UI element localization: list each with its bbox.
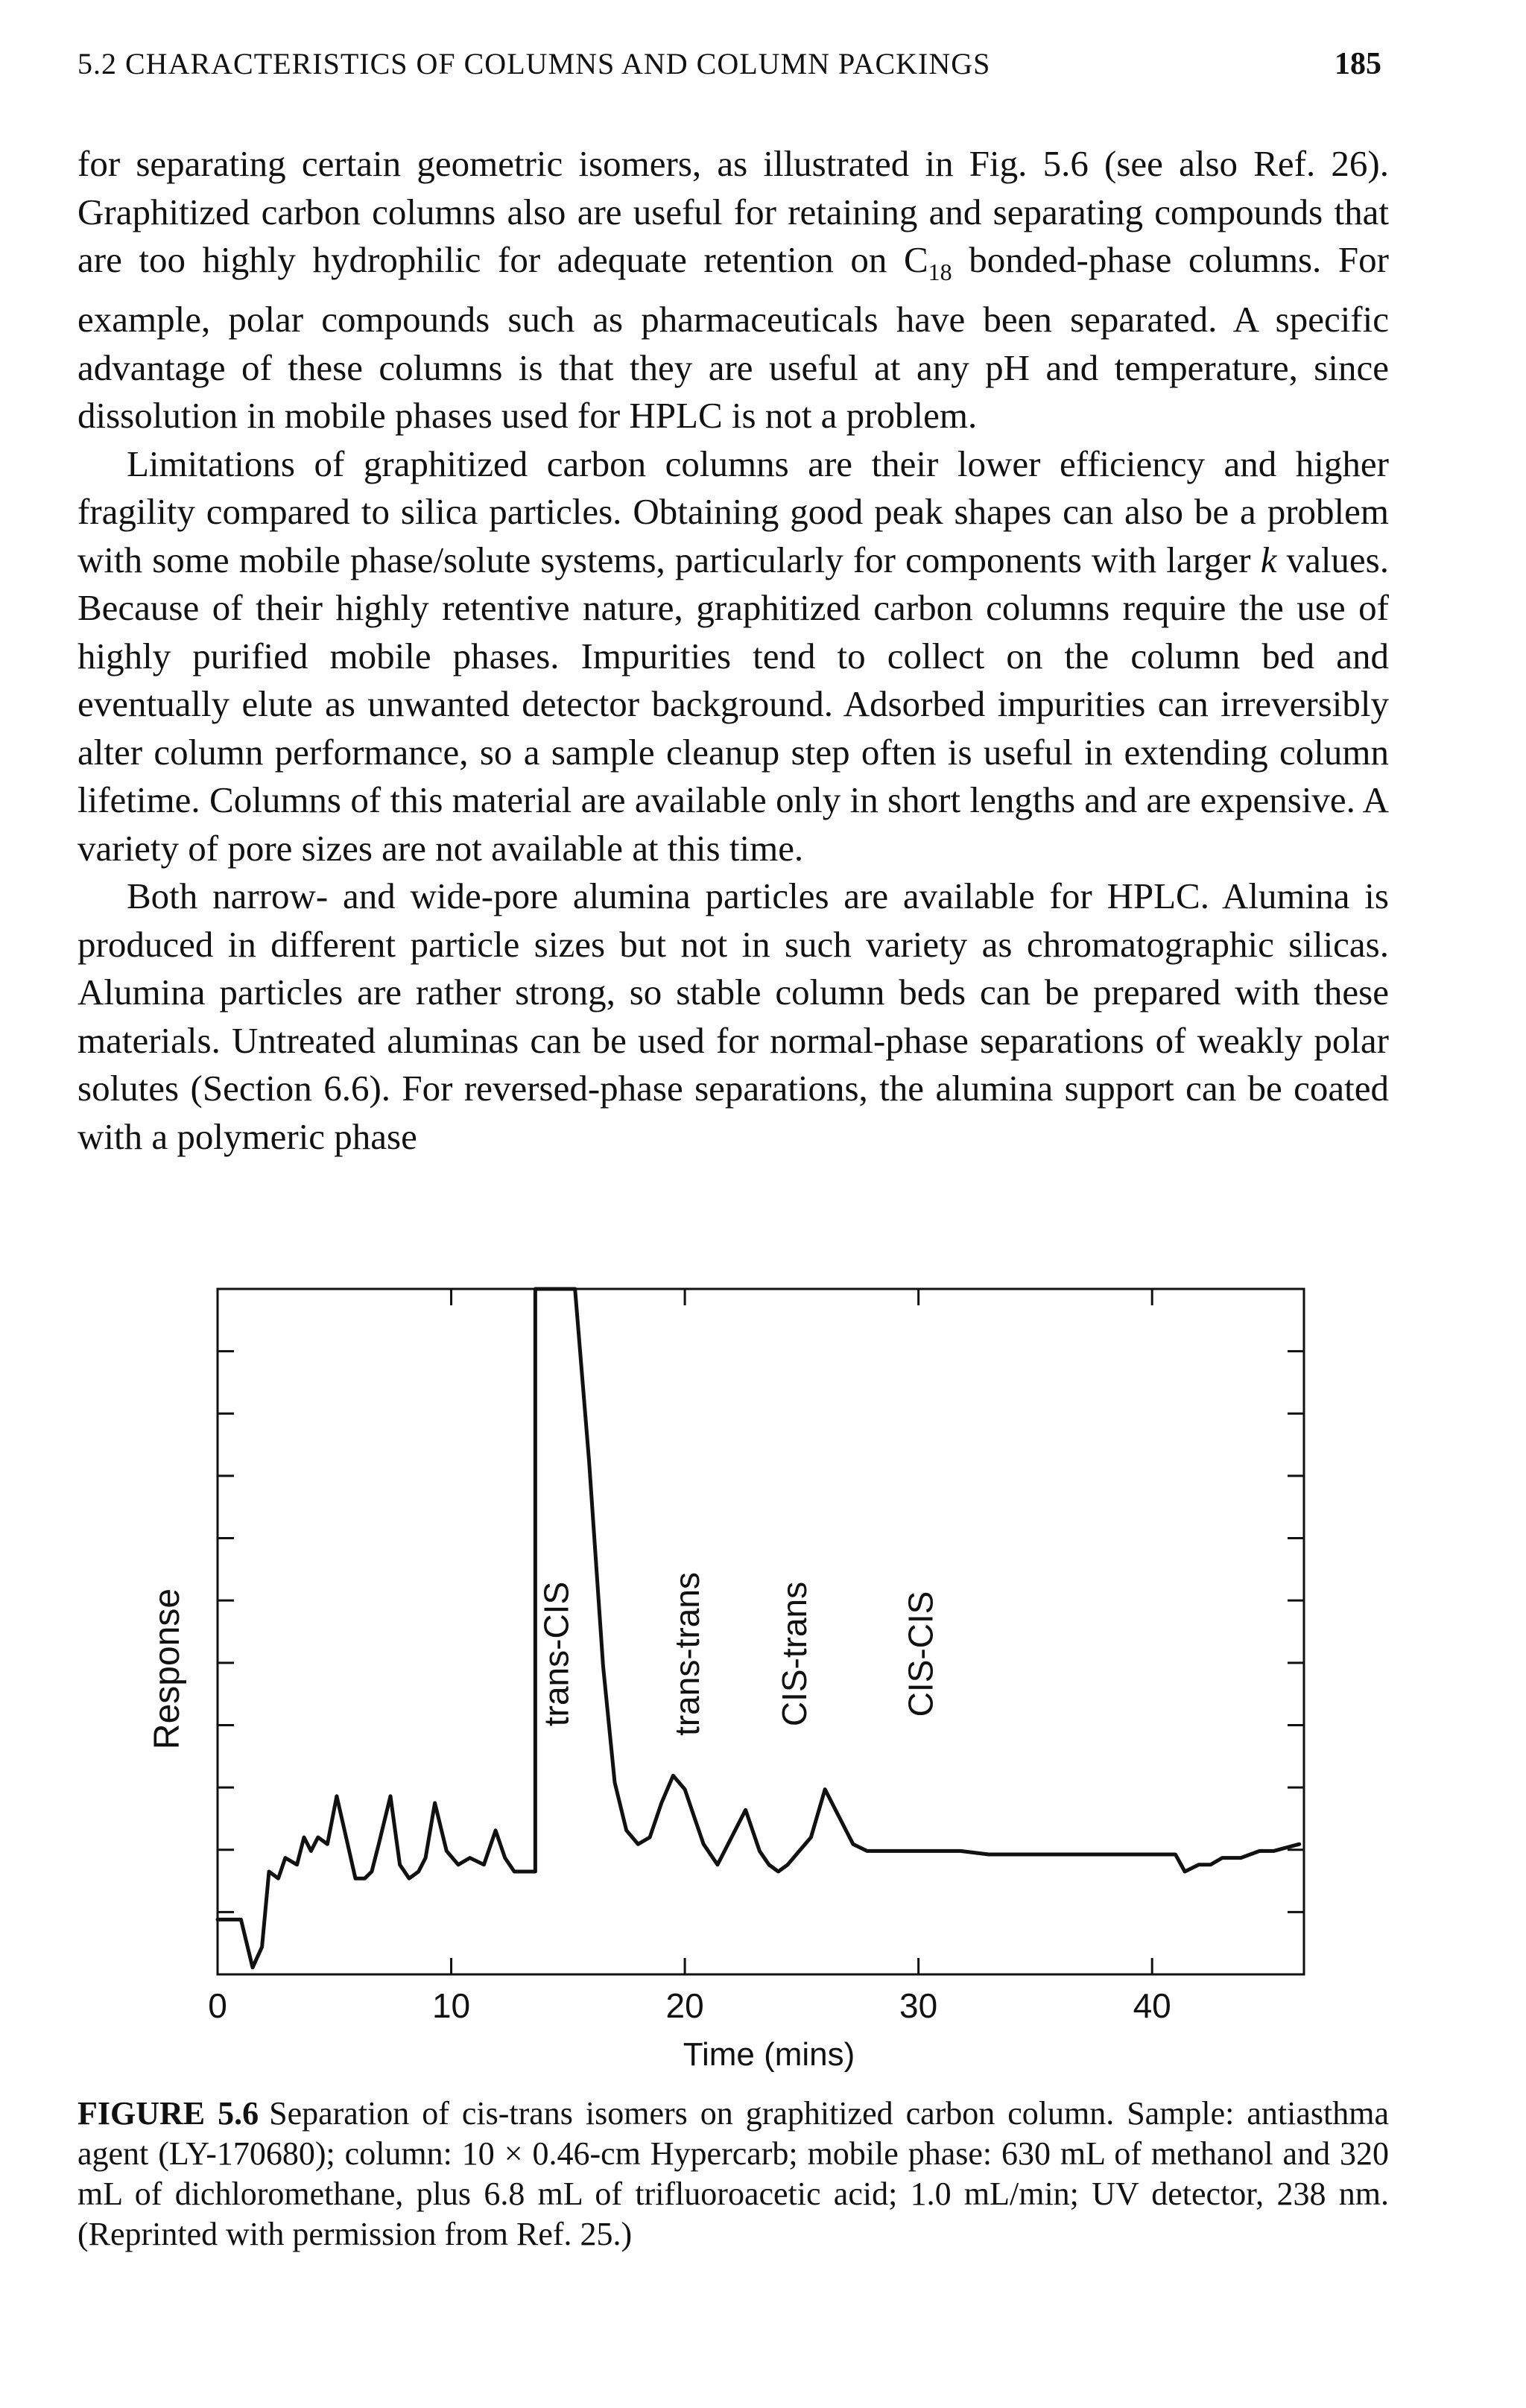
- peak-label: CIS-trans: [775, 1581, 814, 1727]
- plot-frame: [218, 1289, 1304, 1974]
- paragraph-3: Both narrow- and wide-pore alumina particles are available for HPLC. Alumina is produced in different particle sizes but not in such variety as chromatographic silicas. Alumina particles are rather strong, so stable column beds can be prepared with these materials. Untreated aluminas can be used for normal-phase separations of weakly polar solutes (Section 6.6). For reversed-phase separations, the alumina support can be coated with a polymeric phase: [77, 875, 1389, 1157]
- peak-label: CIS-CIS: [901, 1591, 940, 1717]
- paragraph-2-part-b: values. Because of their highly retentive nature, graphitized carbon columns require the use of highly purified mobile phases. Impurities tend to collect on the column bed and eventually elute as unwanted detector background. Adsorbed impurities can irreversibly alter column performance, so a sample cleanup step often is useful in extending column lifetime. Columns of this material are available only in short lengths and are expensive. A variety of pore sizes are not available at this time.: [77, 539, 1389, 869]
- chromatogram-trace: [218, 1289, 1299, 1968]
- y-axis-label: Response: [148, 1588, 187, 1750]
- caption-label: FIGURE 5.6: [77, 2095, 259, 2132]
- axis-ticks: [218, 1289, 1304, 1974]
- paragraph-1-part-a: for separating certain geometric isomers, as illustrated in Fig. 5.6 (see also Ref. 26). Graphitized carbon columns also are useful for retaining and separating compounds that are too highly hydrophilic for adequate retention on C: [77, 143, 1389, 280]
- peak-label: trans-CIS: [536, 1581, 576, 1727]
- paragraph-2-part-a: Limitations of graphitized carbon columns are their lower efficiency and higher fragility compared to silica particles. Obtaining good peak shapes can also be a problem with some mobile phase/solute systems, particularly for components with larger: [77, 443, 1389, 580]
- running-head-section: 5.2 CHARACTERISTICS OF COLUMNS AND COLUMN PACKINGS: [77, 47, 991, 80]
- x-tick-label: 40: [1133, 1986, 1171, 2025]
- paragraph-1-part-b: bonded-phase columns. For example, polar compounds such as pharmaceuticals have been separated. A specific advantage of these columns is that they are useful at any pH and temperature, since dissolution in mobile phases used for HPLC is not a problem.: [77, 239, 1389, 437]
- peak-label: trans-trans: [667, 1572, 706, 1736]
- subscript-18: 18: [928, 258, 952, 285]
- running-head: [77, 46, 1381, 91]
- k-symbol: k: [1260, 539, 1277, 580]
- paragraph-2: [77, 440, 1389, 873]
- chromatogram-chart: [148, 1281, 1364, 2073]
- x-tick-label: 0: [208, 1986, 227, 2025]
- x-tick-label: 30: [899, 1986, 938, 2025]
- body-text: [77, 140, 1389, 1161]
- x-tick-label: 10: [431, 1986, 471, 2025]
- caption-text: Separation of cis-trans isomers on graphitized carbon column. Sample: antiasthma agent (LY-170680); column: 10 × 0.46-cm Hypercarb; mobile phase: 630 mL of methanol and 320 mL of dichloromethane, plus 6.8 mL of trifluoroacetic acid; 1.0 mL/min; UV detector, 238 nm. (Reprinted with permission from Ref. 25.): [77, 2095, 1389, 2252]
- x-axis-label: Time (mins): [683, 2036, 855, 2073]
- figure-5-6: [148, 1281, 1364, 2073]
- figure-caption: [77, 2094, 1389, 2255]
- x-tick-label: 20: [665, 1986, 704, 2025]
- paragraph-1: [77, 140, 1389, 440]
- page-number: 185: [1335, 47, 1381, 81]
- x-tick-labels: [208, 1986, 1171, 2025]
